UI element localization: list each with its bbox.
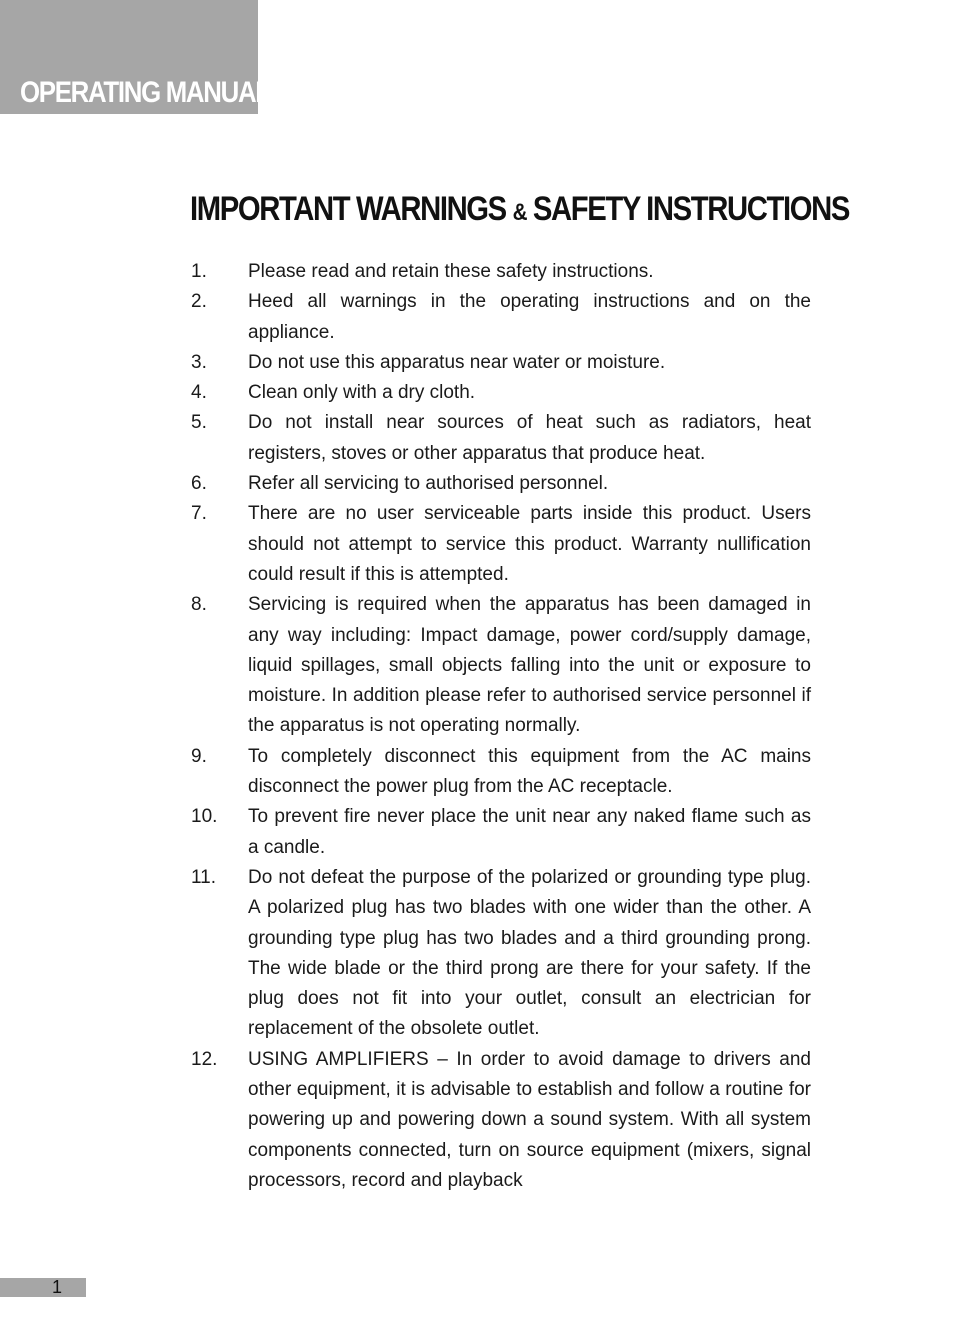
item-number: 3.: [191, 351, 207, 373]
item-number: 11.: [191, 866, 217, 888]
list-item: [191, 1045, 811, 1196]
item-number: 4.: [191, 382, 207, 404]
item-number: 10.: [191, 806, 218, 828]
item-number: 9.: [191, 745, 207, 767]
item-text: Clean only with a dry cloth.: [248, 382, 476, 404]
list-item: [191, 590, 811, 741]
item-text: USING AMPLIFIERS – In order to avoid damage to drivers and other equipment, it is advisable to establish and follow a routine for powering up and powering down a sound system. With all system components connected, turn on source equipment (mixers, signal processors, record and playback: [248, 1048, 811, 1191]
item-number: 8.: [191, 594, 207, 616]
page-title: [190, 190, 849, 229]
item-text: Heed all warnings in the operating instructions and on the appliance.: [248, 291, 811, 343]
item-number: 7.: [191, 503, 207, 525]
safety-instructions-list: [191, 257, 811, 1196]
item-text: There are no user serviceable parts inside this product. Users should not attempt to service this product. Warranty nullification could result if this is attempted.: [248, 503, 811, 585]
item-text: Do not defeat the purpose of the polarized or grounding type plug. A polarized plug has two blades with one wider than the other. A grounding type plug has two blades and a third grounding prong. The wide blade or the third prong are there for your safety. If the plug does not fit into your outlet, consult an electrician for replacement of the obsolete outlet.: [248, 866, 811, 1040]
list-item: [191, 257, 811, 287]
list-item: [191, 287, 811, 348]
item-number: 2.: [191, 291, 207, 313]
header-tab: [0, 0, 270, 114]
page-number: 1: [52, 1277, 63, 1297]
page-number-tab: [0, 1278, 86, 1297]
item-text: Servicing is required when the apparatus has been damaged in any way including: Impact damage, power cord/supply damage, liquid spillages, small objects falling into the unit or exposure to moisture. In addition please refer to authorised service personnel if the apparatus is not operating normally.: [248, 594, 811, 737]
item-text: Please read and retain these safety instructions.: [248, 261, 654, 282]
item-text: Refer all servicing to authorised personnel.: [248, 473, 609, 495]
list-item: [191, 408, 811, 469]
item-text: To prevent fire never place the unit near any naked flame such as a candle.: [248, 806, 811, 858]
title-rest: SAFETY INSTRUCTIONS: [532, 190, 849, 228]
item-number: 5.: [191, 412, 207, 434]
title-main: IMPORTANT WARNINGS: [190, 190, 506, 228]
item-number: 1.: [191, 261, 207, 282]
list-item: [191, 742, 811, 803]
item-number: 6.: [191, 473, 207, 495]
header-label: OPERATING MANUAL: [20, 76, 270, 109]
list-item: [191, 378, 811, 408]
item-text: To completely disconnect this equipment from the AC mains disconnect the power plug from the AC receptacle.: [248, 745, 811, 798]
list-item: [191, 499, 811, 590]
item-text: Do not use this apparatus near water or moisture.: [248, 351, 666, 373]
item-number: 12.: [191, 1048, 218, 1070]
title-ampersand: &: [512, 199, 527, 226]
list-item: [191, 802, 811, 863]
list-item: [191, 863, 811, 1045]
list-item: [191, 469, 811, 499]
item-text: Do not install near sources of heat such as radiators, heat registers, stoves or other apparatus that produce heat.: [248, 412, 811, 464]
list-item: [191, 348, 811, 378]
